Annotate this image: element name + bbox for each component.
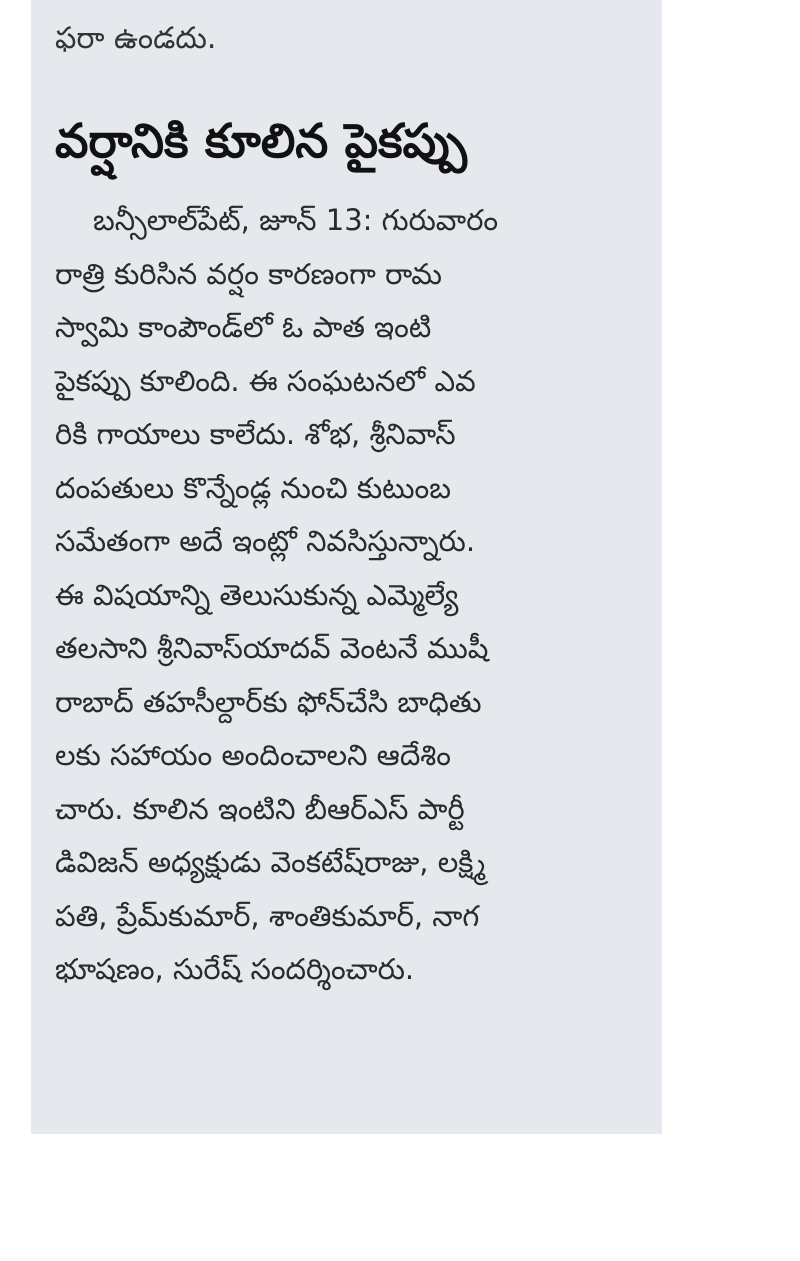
article-line: రికి గాయాలు కాలేదు. శోభ, శ్రీనివాస్ (55, 417, 456, 451)
article-line: సమేతంగా అదే ఇంట్లో నివసిస్తున్నారు. (55, 524, 476, 558)
article-line: పైకప్పు కూలింది. ఈ సంఘటనలో ఎవ (55, 363, 476, 398)
article-line: చారు. కూలిన ఇంటిని బీఆర్‌ఎస్ పార్టీ (55, 791, 465, 826)
article-line: దంపతులు కొన్నేండ్ల నుంచి కుటుంబ (55, 470, 451, 505)
article-line: లకు సహాయం అందించాలని ఆదేశిం (55, 738, 451, 772)
article-line: భూషణం, సురేష్ సందర్శించారు. (55, 952, 415, 986)
previous-article-tail (55, 0, 635, 70)
article-body (55, 194, 640, 997)
article-line: తలసాని శ్రీనివాస్‌యాదవ్ వెంటనే ముషీ (55, 631, 489, 665)
article-line: బన్సీలాల్‌పేట్, జూన్ 13: గురువారం (93, 203, 499, 237)
clipped-line (55, 0, 635, 8)
article-line: డివిజన్ అధ్యక్షుడు వెంకటేష్‌రాజు, లక్ష్మి (55, 845, 486, 879)
previous-article-text: ఫరా ఉండదు. (55, 21, 217, 56)
article-line: రాబాద్ తహసీల్దార్‌కు ఫోన్‌చేసి బాధితు (55, 684, 482, 719)
article-line: రాత్రి కురిసిన వర్షం కారణంగా రామ (55, 256, 442, 291)
article-line: పతి, ప్రేమ్‌కుమార్, శాంతికుమార్, నాగ (55, 898, 480, 933)
article-headline: వర్షానికి కూలిన పైకప్పు (55, 114, 467, 169)
article-line: స్వామి కాంపౌండ్‌లో ఓ పాత ఇంటి (55, 310, 432, 344)
article-line: ఈ విషయాన్ని తెలుసుకున్న ఎమ్మెల్యే (55, 577, 459, 612)
